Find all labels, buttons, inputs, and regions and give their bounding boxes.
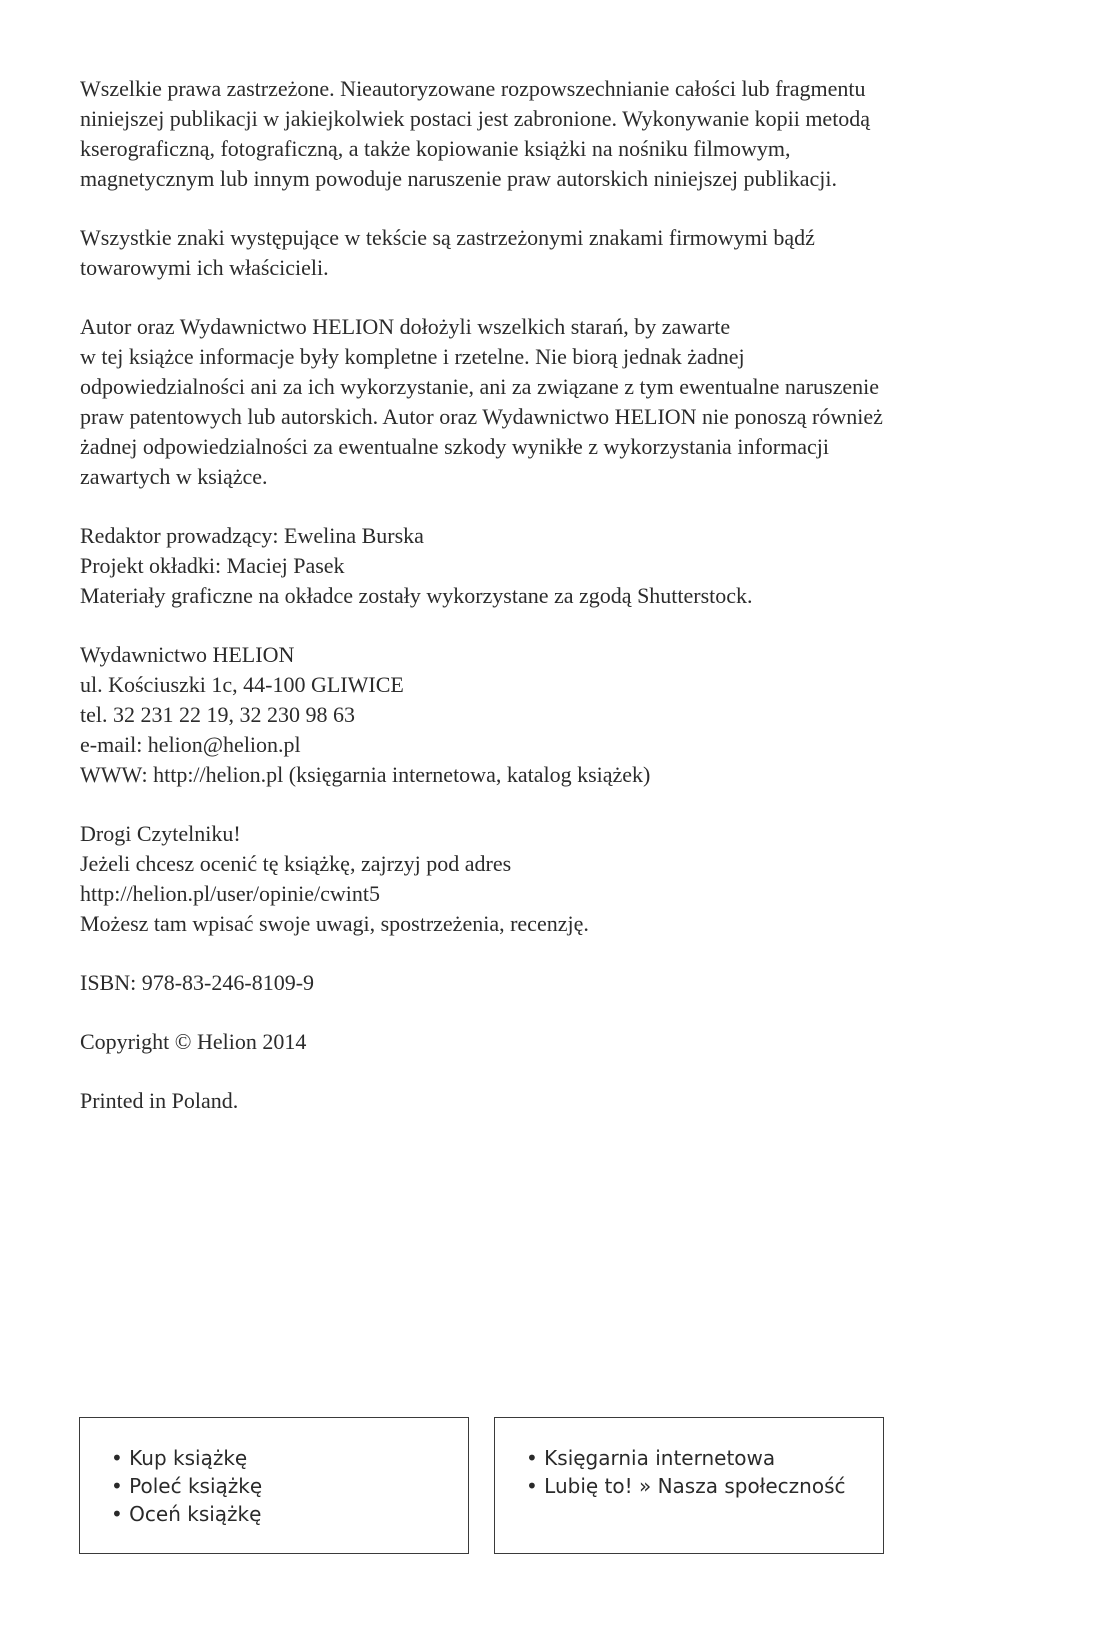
recommend-book-link[interactable]: • Poleć książkę bbox=[111, 1472, 468, 1500]
printed-in: Printed in Poland. bbox=[80, 1088, 239, 1113]
trademarks-paragraph bbox=[80, 223, 1040, 283]
bookstore-link[interactable]: • Księgarnia internetowa bbox=[526, 1444, 883, 1472]
book-actions-box bbox=[79, 1417, 469, 1554]
reader-note bbox=[80, 819, 1040, 939]
disclaimer-line: Autor oraz Wydawnictwo HELION dołożyli wszelkich starań, by zawarte bbox=[80, 314, 731, 339]
buy-book-link[interactable]: • Kup książkę bbox=[111, 1444, 468, 1472]
publisher-block bbox=[80, 640, 1040, 790]
publisher-address: ul. Kościuszki 1c, 44-100 GLIWICE bbox=[80, 672, 404, 697]
reader-greeting: Drogi Czytelniku! bbox=[80, 821, 241, 846]
trademarks-line: Wszystkie znaki występujące w tekście są zastrzeżonymi znakami firmowymi bądź bbox=[80, 225, 815, 250]
publisher-email: e-mail: helion@helion.pl bbox=[80, 732, 301, 757]
cover-design-credit: Projekt okładki: Maciej Pasek bbox=[80, 553, 345, 578]
disclaimer-paragraph bbox=[80, 312, 1040, 492]
disclaimer-line: w tej książce informacje były kompletne i rzetelne. Nie biorą jednak żadnej bbox=[80, 344, 745, 369]
rights-line: Wszelkie prawa zastrzeżone. Nieautoryzowane rozpowszechnianie całości lub fragmentu bbox=[80, 76, 866, 101]
disclaimer-line: zawartych w książce. bbox=[80, 464, 268, 489]
rights-line: niniejszej publikacji w jakiejkolwiek postaci jest zabronione. Wykonywanie kopii metodą bbox=[80, 106, 871, 131]
like-community-link[interactable]: • Lubię to! » Nasza społeczność bbox=[526, 1472, 883, 1500]
rights-line: kserograficzną, fotograficzną, a także kopiowanie książki na nośniku filmowym, bbox=[80, 136, 791, 161]
book-actions-list bbox=[80, 1418, 468, 1528]
copyright-page-text bbox=[80, 74, 1040, 1145]
reader-note-text: Możesz tam wpisać swoje uwagi, spostrzeżenia, recenzję. bbox=[80, 911, 589, 936]
rights-paragraph bbox=[80, 74, 1040, 194]
credits-block bbox=[80, 521, 1040, 611]
community-list bbox=[495, 1418, 883, 1500]
publisher-name: Wydawnictwo HELION bbox=[80, 642, 295, 667]
review-url: http://helion.pl/user/opinie/cwint5 bbox=[80, 881, 381, 906]
rights-line: magnetycznym lub innym powoduje naruszenie praw autorskich niniejszej publikacji. bbox=[80, 166, 837, 191]
community-box bbox=[494, 1417, 884, 1554]
rate-book-link[interactable]: • Oceń książkę bbox=[111, 1500, 468, 1528]
reader-invite: Jeżeli chcesz ocenić tę książkę, zajrzyj pod adres bbox=[80, 851, 512, 876]
publisher-phone: tel. 32 231 22 19, 32 230 98 63 bbox=[80, 702, 355, 727]
disclaimer-line: praw patentowych lub autorskich. Autor oraz Wydawnictwo HELION nie ponoszą również bbox=[80, 404, 883, 429]
disclaimer-line: odpowiedzialności ani za ich wykorzystanie, ani za związane z tym ewentualne naruszenie bbox=[80, 374, 879, 399]
graphics-credit: Materiały graficzne na okładce zostały wykorzystane za zgodą Shutterstock. bbox=[80, 583, 753, 608]
editor-credit: Redaktor prowadzący: Ewelina Burska bbox=[80, 523, 424, 548]
copyright-line: Copyright © Helion 2014 bbox=[80, 1029, 307, 1054]
isbn: ISBN: 978-83-246-8109-9 bbox=[80, 970, 315, 995]
disclaimer-line: żadnej odpowiedzialności za ewentualne szkody wynikłe z wykorzystania informacji bbox=[80, 434, 829, 459]
publisher-website: WWW: http://helion.pl (księgarnia internetowa, katalog książek) bbox=[80, 762, 651, 787]
trademarks-line: towarowymi ich właścicieli. bbox=[80, 255, 329, 280]
